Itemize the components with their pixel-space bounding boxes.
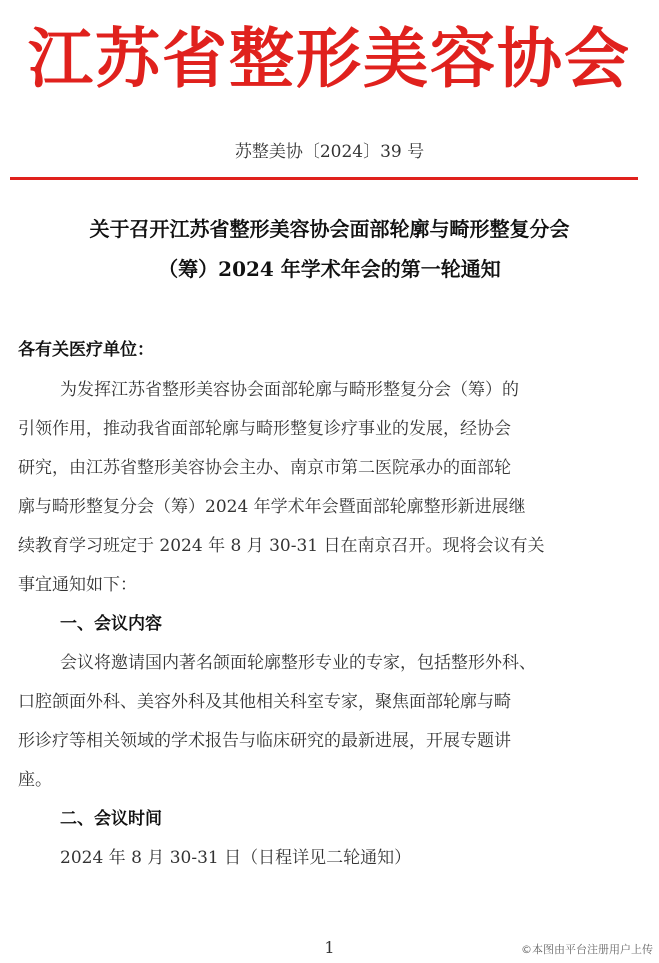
platform-watermark: ©本图由平台注册用户上传 — [521, 943, 653, 956]
paragraph-line: 事宜通知如下： — [18, 575, 137, 595]
paragraph-line: 为发挥江苏省整形美容协会面部轮廓与畸形整复分会（筹）的 — [60, 380, 519, 400]
paragraph-line: 研究，由江苏省整形美容协会主办、南京市第二医院承办的面部轮 — [18, 458, 511, 478]
paragraph-line: 口腔颌面外科、美容外科及其他相关科室专家，聚焦面部轮廓与畸 — [18, 692, 511, 712]
section-heading-meeting-content: 一、会议内容 — [60, 614, 162, 634]
paragraph-line: 座。 — [18, 770, 52, 790]
section-heading-meeting-time: 二、会议时间 — [60, 809, 162, 829]
document-title-line-1: 关于召开江苏省整形美容协会面部轮廓与畸形整复分会 — [89, 217, 570, 241]
org-header-title: 江苏省整形美容协会 — [27, 22, 631, 97]
page-number: 1 — [324, 938, 335, 957]
paragraph-line: 廓与畸形整复分会（筹）2024 年学术年会暨面部轮廓整形新进展继 — [18, 497, 526, 517]
paragraph-line: 引领作用，推动我省面部轮廓与畸形整复诊疗事业的发展，经协会 — [18, 419, 511, 439]
header-divider-line — [10, 177, 638, 180]
paragraph-line: 会议将邀请国内著名颌面轮廓整形专业的专家，包括整形外科、 — [60, 653, 536, 673]
document-number: 苏整美协〔2024〕39 号 — [234, 142, 425, 162]
salutation: 各有关医疗单位： — [18, 340, 154, 360]
paragraph-line: 形诊疗等相关领域的学术报告与临床研究的最新进展，开展专题讲 — [18, 731, 511, 751]
meeting-date-text: 2024 年 8 月 30-31 日（日程详见二轮通知） — [60, 848, 412, 868]
paragraph-line: 续教育学习班定于 2024 年 8 月 30-31 日在南京召开。现将会议有关 — [18, 536, 545, 556]
document-title-line-2: （筹）2024 年学术年会的第一轮通知 — [158, 257, 501, 281]
